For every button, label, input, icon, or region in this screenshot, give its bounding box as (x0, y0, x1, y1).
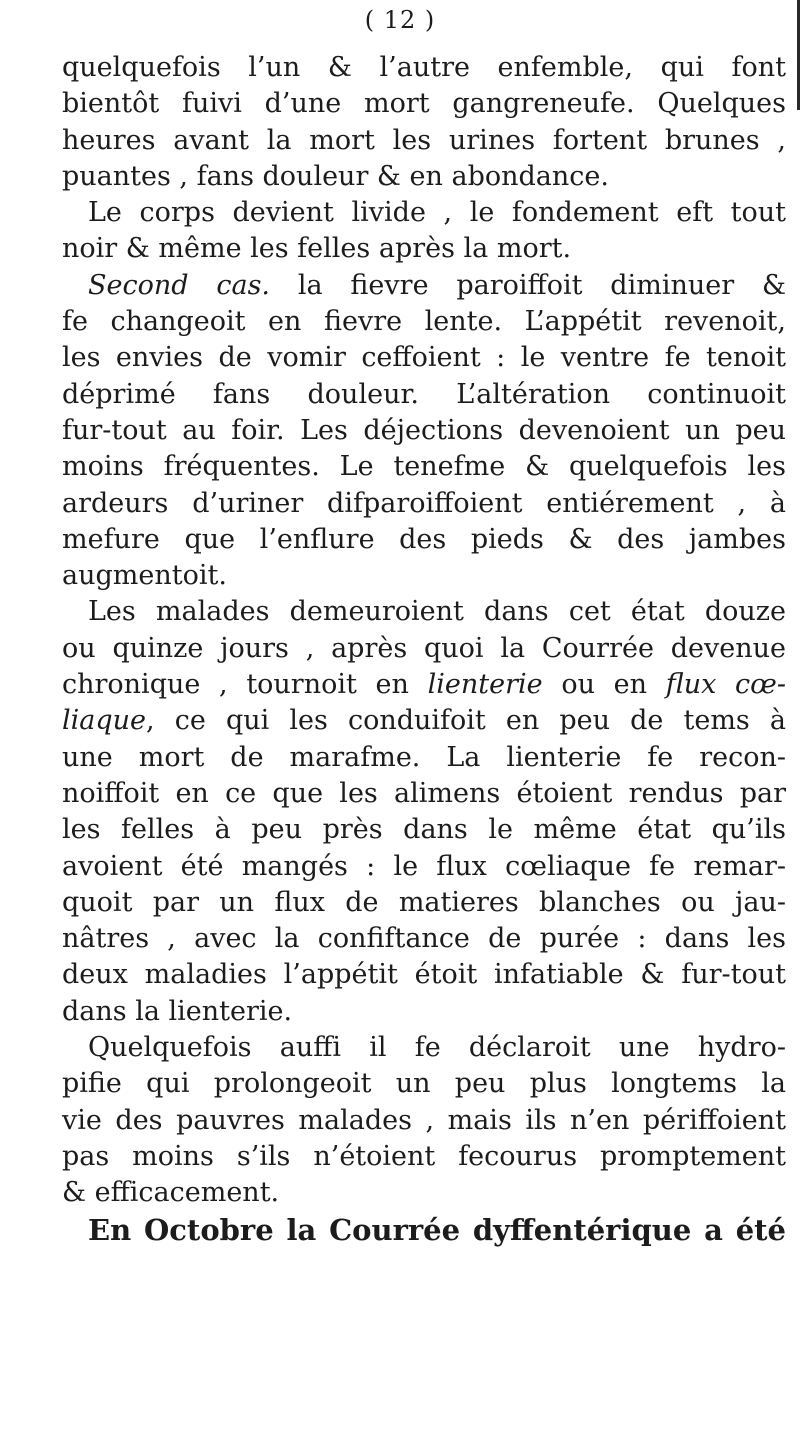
text-line: En Octobre la Courrée dyffentérique a été (88, 1212, 786, 1247)
term-lienterie: lienterie (427, 669, 543, 701)
text-line: une mort de marafme. La lienterie fe recon- (62, 741, 786, 773)
text-line: puantes , fans douleur & en abondance. (62, 160, 609, 192)
text-line: ou quinze jours , après quoi la Courrée devenue (62, 632, 786, 664)
text-line: Les malades demeuroient dans cet état douze (88, 596, 786, 628)
text-line (62, 703, 786, 739)
text-line: avoient été mangés : le flux cœliaque fe remar- (62, 850, 786, 882)
text-line: fur-tout au foir. Les déjections devenoient un peu (62, 414, 786, 446)
text-line: dans la lienterie. (62, 995, 293, 1027)
text-line: Quelquefois auffi il fe déclaroit une hydro- (88, 1032, 786, 1064)
text-line: quelquefois l’un & l’autre enfemble, qui font (62, 52, 786, 83)
text-line: pas moins s’ils n’étoient fecourus promptement (62, 1140, 786, 1172)
text-line: fe changeoit en fievre lente. L’appétit revenoit, (62, 306, 786, 338)
text-line: ardeurs d’uriner difparoiffoient entiérement , à (62, 487, 786, 519)
text-line: moins fréquentes. Le tenefme & quelquefois les (62, 451, 786, 483)
text-line: Le corps devient livide , le fondement eft tout (88, 197, 786, 229)
text-line: les envies de vomir ceffoient : le ventre fe tenoit (62, 342, 786, 374)
term-flux-coeliaque-cont: liaque (62, 705, 147, 737)
section-heading-second-case: Second cas. (88, 269, 271, 301)
text-line: noir & même les felles après la mort. (62, 233, 572, 265)
text-line: mefure que l’enflure des pieds & des jambes (62, 523, 786, 555)
text-line: nâtres , avec la confiftance de purée : dans les (62, 923, 786, 955)
text-span: ou en (561, 669, 648, 701)
text-line (62, 268, 786, 304)
term-flux-coeliaque: flux cœ- (665, 669, 786, 701)
text-line: vie des pauvres malades , mais ils n’en périffoient (62, 1104, 786, 1136)
text-span: chronique , tournoit en (62, 669, 409, 701)
text-line: bientôt fuivi d’une mort gangreneufe. Quelques (62, 88, 786, 120)
text-line: pifie qui prolongeoit un peu plus longtems la (62, 1068, 786, 1100)
text-line: & efficacement. (62, 1177, 280, 1209)
text-line: heures avant la mort les urines fortent brunes , (62, 124, 786, 156)
text-line: les felles à peu près dans le même état qu’ils (62, 814, 786, 846)
body-text (62, 50, 786, 1248)
text-line: noiffoit en ce que les alimens étoient rendus par (62, 777, 786, 809)
page-number: ( 12 ) (364, 6, 436, 34)
text-line: quoit par un flux de matieres blanches ou jau- (62, 886, 786, 918)
text-line (62, 667, 786, 703)
text-line: deux maladies l’appétit étoit infatiable & fur-tout (62, 959, 786, 991)
text-line: déprimé fans douleur. L’altération continuoit (62, 378, 786, 410)
text-line: augmentoit. (62, 560, 227, 592)
text-span: la fievre paroiffoit diminuer & (297, 269, 786, 301)
text-span: , ce qui les conduifoit en peu de tems à (146, 705, 786, 737)
